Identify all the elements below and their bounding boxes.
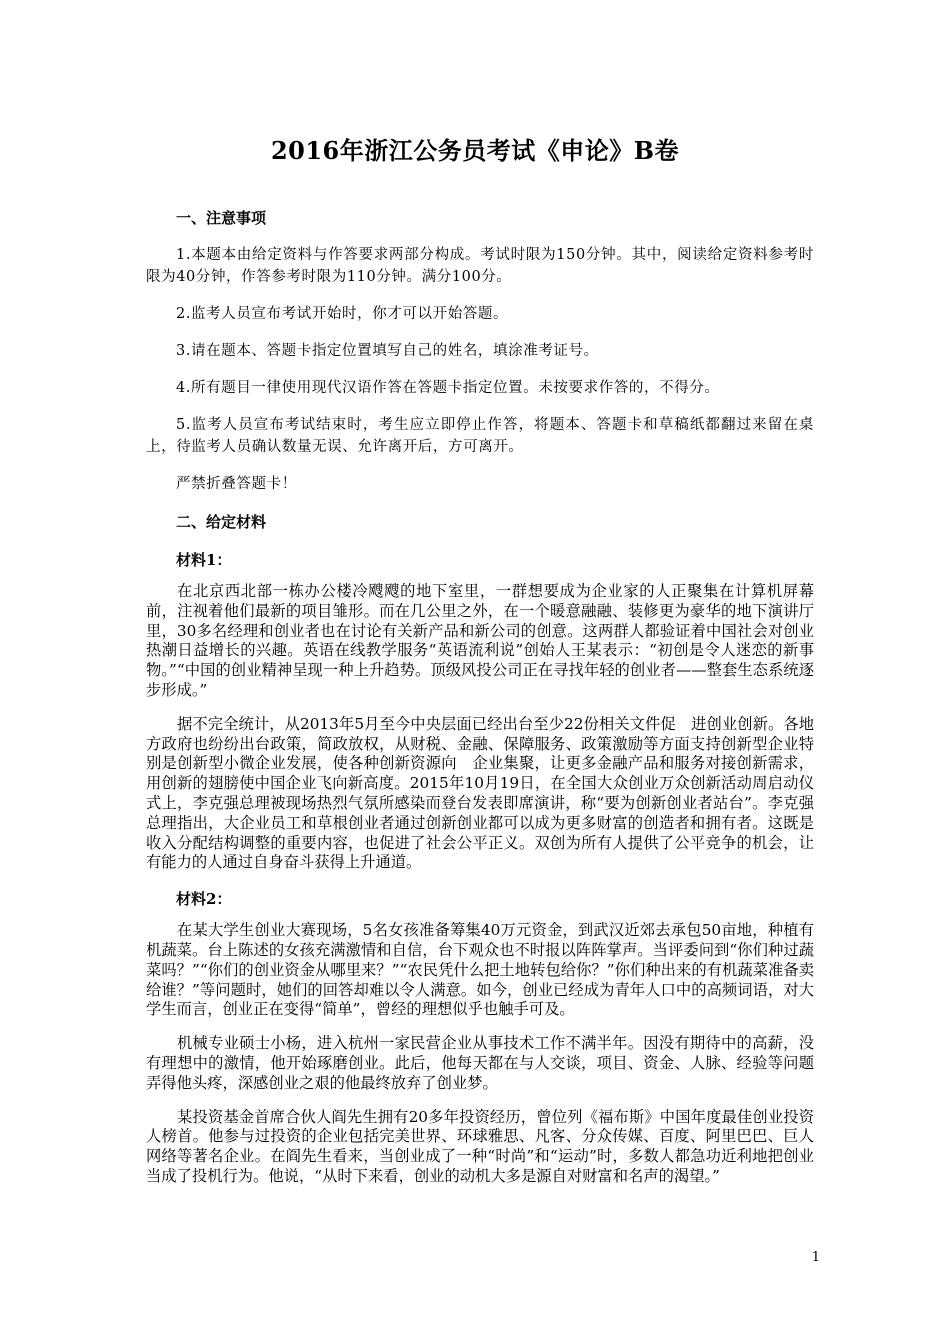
notice-warning: 严禁折叠答题卡！ bbox=[176, 476, 297, 492]
material-1-label: 材料1： bbox=[176, 551, 232, 569]
material-2-label: 材料2： bbox=[176, 890, 232, 909]
notice-item-3: 3.请在题本、答题卡指定位置填写自己的姓名，填涂准考证号。 bbox=[176, 343, 599, 359]
page-number: 1 bbox=[811, 1250, 820, 1265]
document-body bbox=[146, 206, 814, 1201]
notice-item-4: 4.所有题目一律使用现代汉语作答在答题卡指定位置。未按要求作答的，不得分。 bbox=[176, 380, 720, 396]
material-2-paragraph-3: 某投资基金首席合伙人阎先生拥有20多年投资经历，曾位列《福布斯》中国年度最佳创业投资人榜首。他参与过投资的企业包括完美世界、环球雅思、凡客、分众传媒、百度、阿里巴巴、巨人网络等著名企业。在阎先生看来，当创业成了一种“时尚”和“运动”时，多数人都急功近利地把创业当成了投机行为。他说，“从时下来看，创业的动机大多是源自对财富和名声的渴望。” bbox=[146, 1107, 814, 1185]
notice-item-5: 5.监考人员宣布考试结束时，考生应立即停止作答，将题本、答题卡和草稿纸都翻过来留在桌上，待监考人员确认数量无误、允许离开后，方可离开。 bbox=[146, 417, 814, 455]
notice-item-1: 1.本题本由给定资料与作答要求两部分构成。考试时限为150分钟。其中，阅读给定资料参考时限为40分钟，作答参考时限为110分钟。满分100分。 bbox=[146, 247, 814, 285]
material-1-paragraph-1: 在北京西北部一栋办公楼冷飕飕的地下室里，一群想要成为企业家的人正聚集在计算机屏幕前，注视着他们最新的项目雏形。而在几公里之外，在一个暖意融融、装修更为豪华的地下演讲厅里，30多名经理和创业者也在讨论有关新产品和新公司的创意。这两群人都验证着中国社会对创业热潮日益增长的兴趣。英语在线教学服务“英语流利说”创始人王某表示：“初创是令人迷恋的新事物。”“中国的创业精神呈现一种上升趋势。顶级风投公司正在寻找年轻的创业者——整套生态系统逐步形成。” bbox=[146, 582, 814, 699]
material-2-paragraph-1: 在某大学生创业大赛现场，5名女孩准备筹集40万元资金，到武汉近郊去承包50亩地，种植有机蔬菜。台上陈述的女孩充满激情和自信，台下观众也不时报以阵阵掌声。当评委问到“你们种过蔬菜吗？”“你们的创业资金从哪里来？”“农民凭什么把土地转包给你？”你们种出来的有机蔬菜准备卖给谁？”等问题时，她们的回答却难以令人满意。如今，创业已经成为青年人口中的高频词语，对大学生而言，创业正在变得“简单”，曾经的理想似乎也触手可及。 bbox=[146, 921, 814, 1019]
material-1-paragraph-2: 据不完全统计，从2013年5月至今中央层面已经出台至少22份相关文件促 进创业创新。各地方政府也纷纷出台政策，简政放权，从财税、金融、保障服务、政策激励等方面支持创新型企业特别是创新型小微企业发展，使各种创新资源向 企业集聚，让更多金融产品和服务对接创新需求，用创新的翅膀使中国企业飞向新高度。2015年10月19日，在全国大众创业万众创新活动周启动仪式上，李克强总理被现场热烈气氛所感染而登台发表即席演讲，称“要为创新创业者站台”。李克强总理指出，大企业员工和草根创业者通过创新创业都可以成为更多财富的创造者和拥有者。这既是收入分配结构调整的重要内容，也促进了社会公平正义。双创为所有人提供了公平竞争的机会，让有能力的人通过自身奋斗获得上升通道。 bbox=[146, 714, 814, 872]
notice-item-2: 2.监考人员宣布考试开始时，你才可以开始答题。 bbox=[176, 306, 509, 322]
material-2-paragraph-2: 机械专业硕士小杨，进入杭州一家民营企业从事技术工作不满半年。因没有期待中的高薪，没有理想中的激情，他开始琢磨创业。此后，他每天都在与人交谈，项目、资金、人脉、经验等问题弄得他头疼，深感创业之艰的他最终放弃了创业梦。 bbox=[146, 1034, 814, 1092]
materials-heading: 二、给定材料 bbox=[176, 513, 267, 531]
document-title: 2016年浙江公务员考试《申论》B卷 bbox=[270, 136, 680, 165]
notice-heading: 一、注意事项 bbox=[176, 209, 267, 227]
